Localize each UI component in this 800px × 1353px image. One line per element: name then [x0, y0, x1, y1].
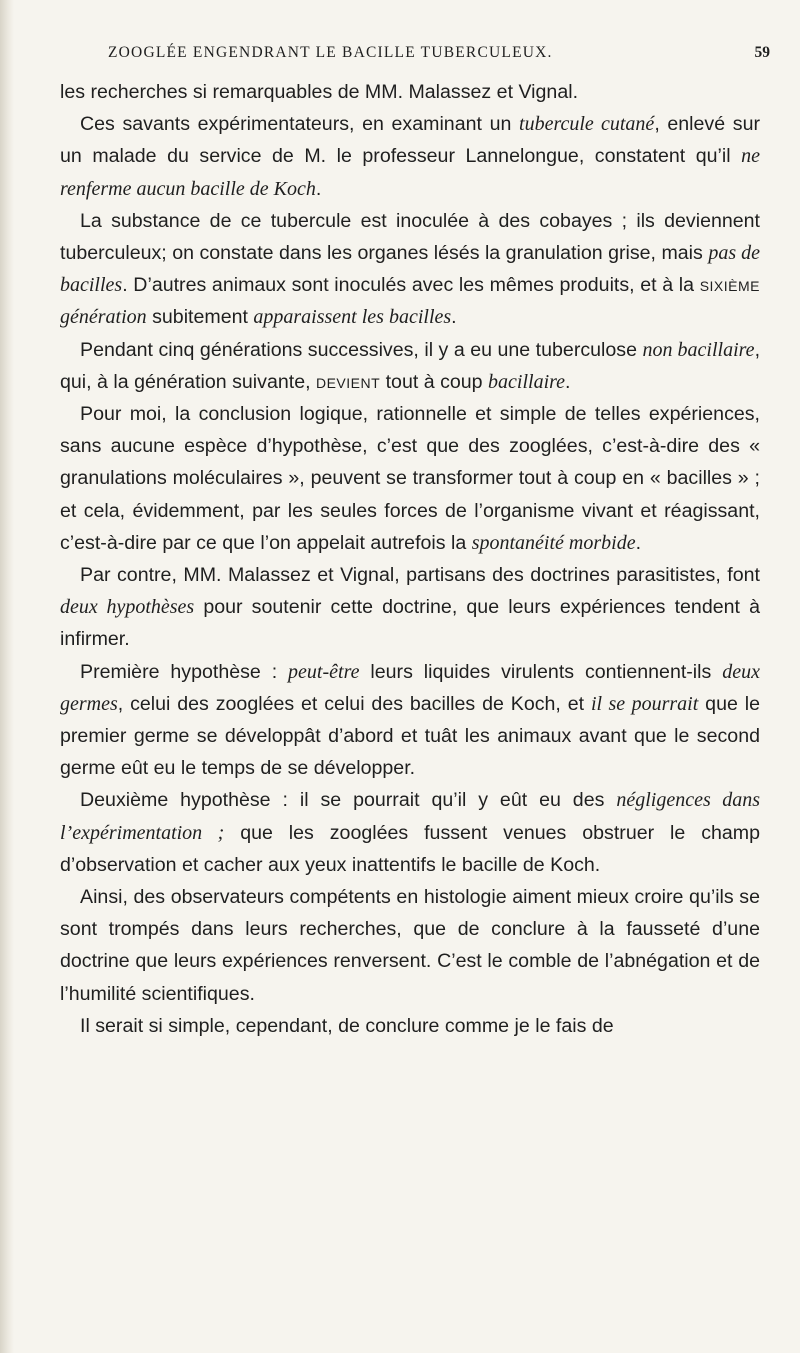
emphasis: apparaissent les bacilles	[253, 306, 452, 329]
emphasis: spontanéité morbide	[471, 531, 636, 554]
emphasis: il se pourrait	[590, 692, 699, 715]
paragraph-1: les recherches si remarquables de MM. Malassez et Vignal.	[60, 81, 579, 103]
paragraph-2: Ces savants expérimentateurs, en examinant un tubercule cutané, enlevé sur un malade du service de M. le professeur Lannelongue, constatent qu’il ne renferme aucun bacille de Koch.	[60, 113, 760, 200]
emphasis: génération	[60, 306, 147, 329]
running-header	[108, 44, 770, 62]
paragraph-4: Pendant cinq générations successives, il y a eu une tuberculose non bacillaire, qui, à la génération suivante, devient tout à coup bacillaire.	[60, 338, 761, 393]
small-caps: sixième	[699, 274, 760, 297]
emphasis: deux germes	[60, 660, 760, 715]
emphasis: négligences dans l’expérimentation ;	[60, 789, 760, 844]
small-caps: devient	[315, 370, 381, 393]
emphasis: bacillaire	[488, 370, 566, 393]
paragraph-5: Pour moi, la conclusion logique, rationnelle et simple de telles expériences, sans aucune espèce d’hypothèse, c’est que des zooglées, c’est-à-dire des « granulations moléculaires », peuvent se transformer tout à coup en « bacilles » ; et cela, évidemment, par les seules forces de l’organisme vivant et réagissant, c’est-à-dire par ce que l’on appelait autrefois la spontanéité morbide.	[60, 403, 760, 554]
paragraph-7: Première hypothèse : peut-être leurs liquides virulents contiennent-ils deux germes, celui des zooglées et celui des bacilles de Koch, et il se pourrait que le premier germe se développât d’abord et tuât les animaux avant que le second germe eût eu le temps de se développer.	[60, 660, 760, 780]
emphasis: ne renferme aucun bacille de Koch	[60, 145, 760, 200]
emphasis: pas de bacilles	[60, 242, 760, 297]
paragraph-10: Il serait si simple, cependant, de conclure comme je le fais de	[80, 1014, 614, 1037]
paragraph-3: La substance de ce tubercule est inoculée à des cobayes ; ils deviennent tuberculeux; on constate dans les organes lésés la granulation grise, mais pas de bacilles. D’autres animaux sont inoculés avec les mêmes produits, et à la sixième génération subitement apparaissent les bacilles.	[60, 209, 760, 329]
paragraph-6: Par contre, MM. Malassez et Vignal, partisans des doctrines parasitistes, font deux hypothèses pour soutenir cette doctrine, que leurs expériences tendent à infirmer.	[60, 564, 760, 651]
emphasis: non bacillaire	[642, 338, 755, 361]
running-title: ZOOGLÉE ENGENDRANT LE BACILLE TUBERCULEUX.	[108, 44, 553, 61]
emphasis: deux hypothèses	[60, 596, 195, 619]
paragraph-8: Deuxième hypothèse : il se pourrait qu’il y eût eu des négligences dans l’expérimentation ; que les zooglées fussent venues obstruer le champ d’observation et cacher aux yeux inattentifs le bacille de Koch.	[60, 789, 761, 876]
emphasis: tubercule cutané	[519, 113, 655, 136]
page-body	[60, 76, 760, 1042]
page-number: 59	[754, 44, 770, 61]
paragraph-9: Ainsi, des observateurs compétents en histologie aiment mieux croire qu’ils se sont trompés dans leurs recherches, que de conclure à la fausseté d’une doctrine que leurs expériences renversent. C’est le comble de l’abnégation et de l’humilité scientifiques.	[60, 886, 760, 1005]
page-spine-shadow	[0, 0, 14, 1353]
emphasis: peut-être	[288, 660, 360, 683]
